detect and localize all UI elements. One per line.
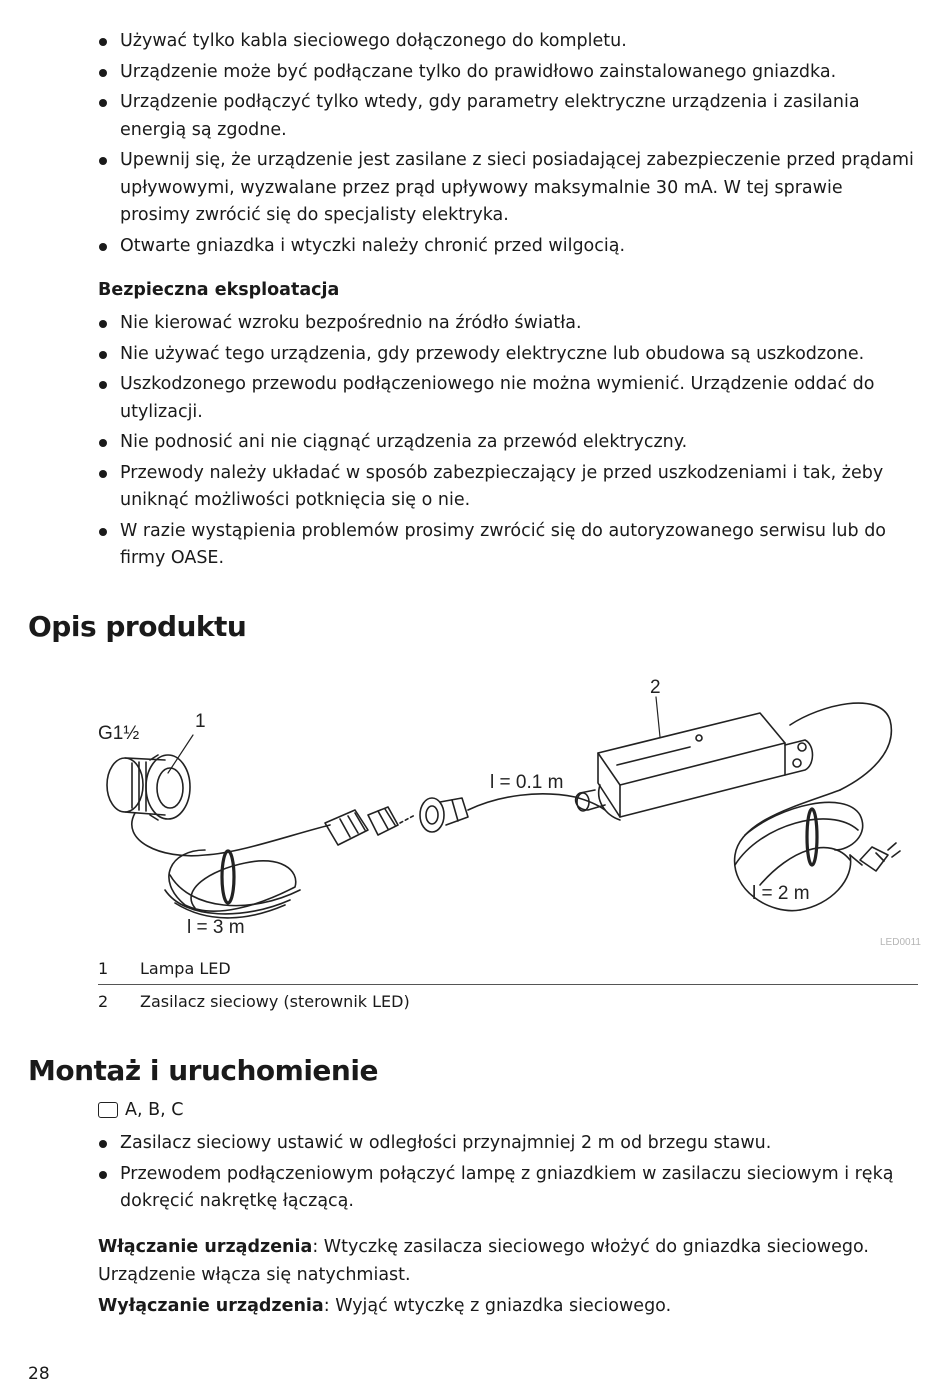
list-item: Używać tylko kabla sieciowego dołączonego do kompletu.: [98, 28, 918, 56]
legend-number: 1: [98, 958, 109, 978]
connection-safety-list: [98, 28, 918, 260]
legend-row: [98, 952, 918, 985]
switch-off-label: Wyłączanie urządzenia: [98, 1296, 324, 1316]
list-item: Uszkodzonego przewodu podłączeniowego nie można wymienić. Urządzenie oddać do utylizacji.: [98, 371, 918, 426]
legend-text: Zasilacz sieciowy (sterownik LED): [140, 991, 410, 1011]
cable-length-short: l = 0.1 m: [490, 772, 564, 793]
list-item: Zasilacz sieciowy ustawić w odległości przynajmniej 2 m od brzegu stawu.: [98, 1130, 918, 1158]
switch-on-label: Włączanie urządzenia: [98, 1237, 313, 1257]
list-item: Nie używać tego urządzenia, gdy przewody elektryczne lub obudowa są uszkodzone.: [98, 341, 918, 369]
list-item: Otwarte gniazdka i wtyczki należy chronić przed wilgocią.: [98, 233, 918, 261]
product-description-heading: Opis produktu: [28, 610, 247, 643]
mounting-list: [98, 1130, 918, 1216]
cable-length-3m: l = 3 m: [187, 917, 245, 938]
list-item: Nie kierować wzroku bezpośrednio na źródło światła.: [98, 310, 918, 338]
list-item: Upewnij się, że urządzenie jest zasilane z sieci posiadającej zabezpieczenie przed prądami upływowymi, wyzwalane przez prąd upływowy maksymalnie 30 mA. W tej sprawie prosimy zwrócić się do specjalisty elektryka.: [98, 147, 918, 230]
callout-line-2: [656, 697, 660, 737]
list-item: Przewody należy układać w sposób zabezpieczający je przed uszkodzeniami i tak, żeby uniknąć możliwości potknięcia się o nie.: [98, 460, 918, 515]
mains-plug: [850, 843, 900, 871]
figure-code: LED0011: [880, 937, 921, 948]
callout-2: 2: [650, 677, 661, 698]
figure-reference-text: A, B, C: [125, 1100, 184, 1120]
list-item: Urządzenie podłączyć tylko wtedy, gdy parametry elektryczne urządzenia i zasilania energią są zgodne.: [98, 89, 918, 144]
safe-operation-heading: Bezpieczna eksploatacja: [98, 280, 340, 300]
book-icon: [98, 1102, 118, 1118]
legend-row: [98, 985, 918, 1017]
list-item: Nie podnosić ani nie ciągnąć urządzenia za przewód elektryczny.: [98, 429, 918, 457]
figure-reference: [98, 1100, 183, 1120]
switch-on-text: : Wtyczkę zasilacza sieciowego włożyć do gniazdka sieciowego. Urządzenie włącza się natychmiast.: [98, 1237, 869, 1285]
switch-off-text: : Wyjąć wtyczkę z gniazdka sieciowego.: [323, 1296, 672, 1316]
legend-text: Lampa LED: [140, 958, 231, 978]
safe-operation-list: [98, 310, 918, 573]
page-number: 28: [28, 1364, 50, 1384]
led-lamp-fitting: [107, 755, 190, 820]
product-illustration: [0, 665, 950, 955]
cable-length-2m: l = 2 m: [752, 883, 810, 904]
list-item: Przewodem podłączeniowym połączyć lampę z gniazdkiem w zasilaczu sieciowym i ręką dokręcić nakrętkę łączącą.: [98, 1161, 918, 1216]
callout-line-1: [168, 735, 193, 773]
callout-1: 1: [195, 711, 206, 732]
figure-legend: [98, 952, 918, 1017]
legend-number: 2: [98, 991, 109, 1011]
cable-connector: [325, 798, 468, 845]
power-supply-box: [576, 713, 813, 820]
list-item: Urządzenie może być podłączane tylko do prawidłowo zainstalowanego gniazdka.: [98, 59, 918, 87]
list-item: W razie wystąpienia problemów prosimy zwrócić się do autoryzowanego serwisu lub do firmy OASE.: [98, 518, 918, 573]
mounting-heading: Montaż i uruchomienie: [28, 1054, 378, 1087]
thread-size-label: G1½: [98, 723, 140, 744]
switch-off-paragraph: [98, 1293, 918, 1321]
switch-on-paragraph: [98, 1234, 918, 1289]
